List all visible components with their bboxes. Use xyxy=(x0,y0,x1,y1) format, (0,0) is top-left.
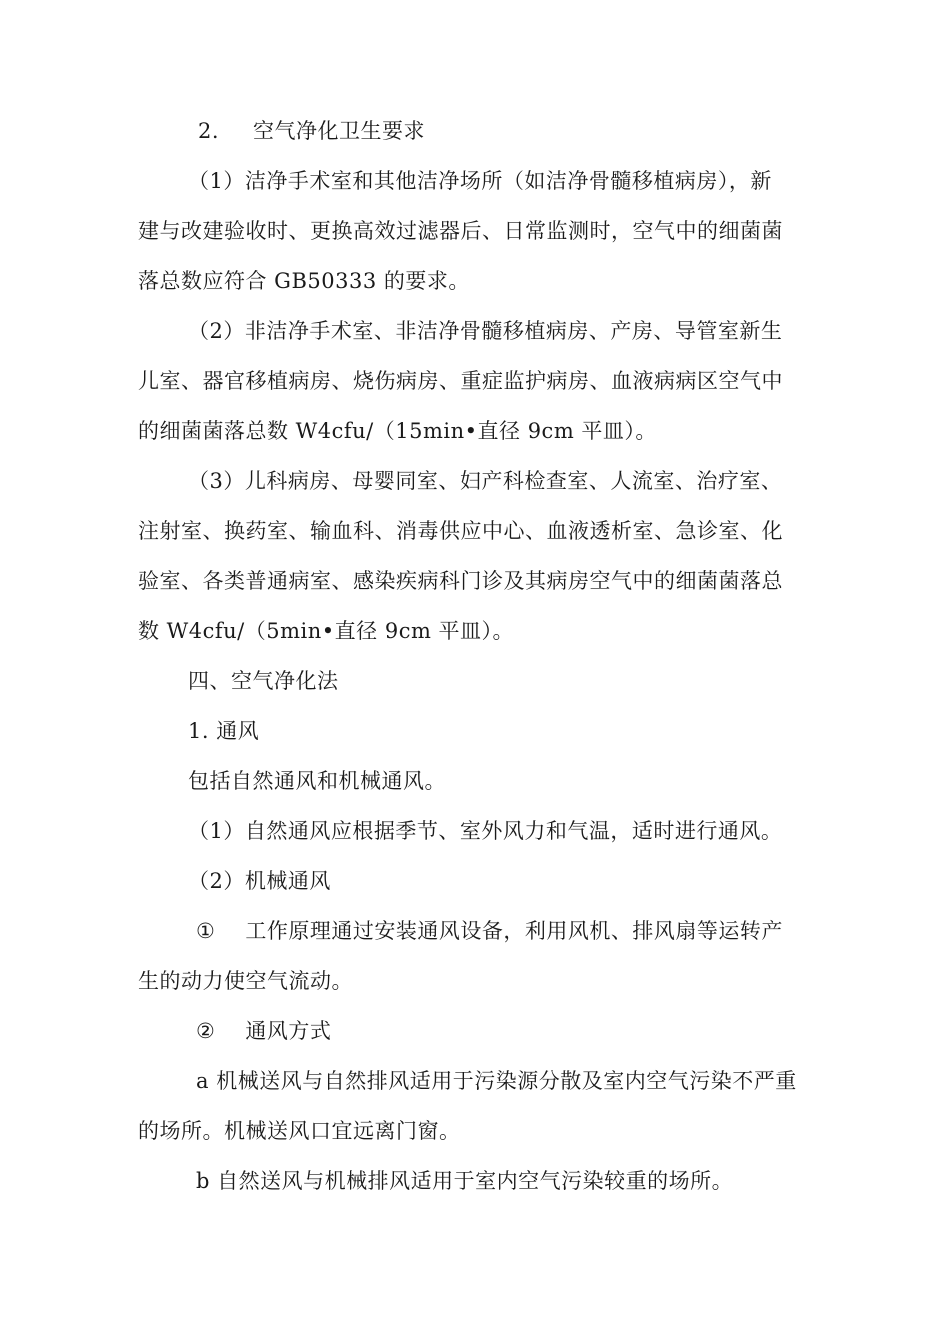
section-number: 2. xyxy=(198,119,220,143)
circled-number: ① xyxy=(196,919,216,943)
numbered-item xyxy=(196,916,783,946)
paragraph-line: a 机械送风与自然排风适用于污染源分散及室内空气污染不严重 xyxy=(196,1069,797,1093)
paragraph-line: （1）洁净手术室和其他洁净场所（如洁净骨髓移植病房），新 xyxy=(188,169,772,193)
paragraph-line: （3）儿科病房、母婴同室、妇产科检查室、人流室、治疗室、 xyxy=(188,469,783,493)
paragraph-line: 的场所。机械送风口宜远离门窗。 xyxy=(138,1119,461,1143)
section-heading-2 xyxy=(198,116,425,146)
paragraph-line: b 自然送风与机械排风适用于室内空气污染较重的场所。 xyxy=(196,1169,734,1193)
paragraph-line: 的细菌菌落总数 W4cfu/（15min•直径 9cm 平皿）。 xyxy=(138,419,657,443)
paragraph-line: 生的动力使空气流动。 xyxy=(138,969,353,993)
subsection-heading: 1. 通风 xyxy=(188,719,260,743)
item-text: 通风方式 xyxy=(245,1019,332,1043)
paragraph-line: 儿室、器官移植病房、烧伤病房、重症监护病房、血液病病区空气中 xyxy=(138,369,783,393)
section-heading-4: 四、空气净化法 xyxy=(188,669,339,693)
section-title: 空气净化卫生要求 xyxy=(253,119,426,143)
paragraph-line: 数 W4cfu/（5min•直径 9cm 平皿）。 xyxy=(138,619,515,643)
paragraph-line: （2）非洁净手术室、非洁净骨髓移植病房、产房、导管室新生 xyxy=(188,319,783,343)
circled-number: ② xyxy=(196,1019,216,1043)
paragraph-line: 验室、各类普通病室、感染疾病科门诊及其病房空气中的细菌菌落总 xyxy=(138,569,783,593)
paragraph-line: 建与改建验收时、更换高效过滤器后、日常监测时，空气中的细菌菌 xyxy=(138,219,783,243)
numbered-item xyxy=(196,1016,331,1046)
paragraph-line: 注射室、换药室、输血科、消毒供应中心、血液透析室、急诊室、化 xyxy=(138,519,783,543)
paragraph-line: 落总数应符合 GB50333 的要求。 xyxy=(138,269,470,293)
paragraph-line: （2）机械通风 xyxy=(188,869,331,893)
paragraph-line: 包括自然通风和机械通风。 xyxy=(188,769,446,793)
item-text: 工作原理通过安装通风设备，利用风机、排风扇等运转产 xyxy=(245,919,783,943)
paragraph-line: （1）自然通风应根据季节、室外风力和气温，适时进行通风。 xyxy=(188,819,783,843)
